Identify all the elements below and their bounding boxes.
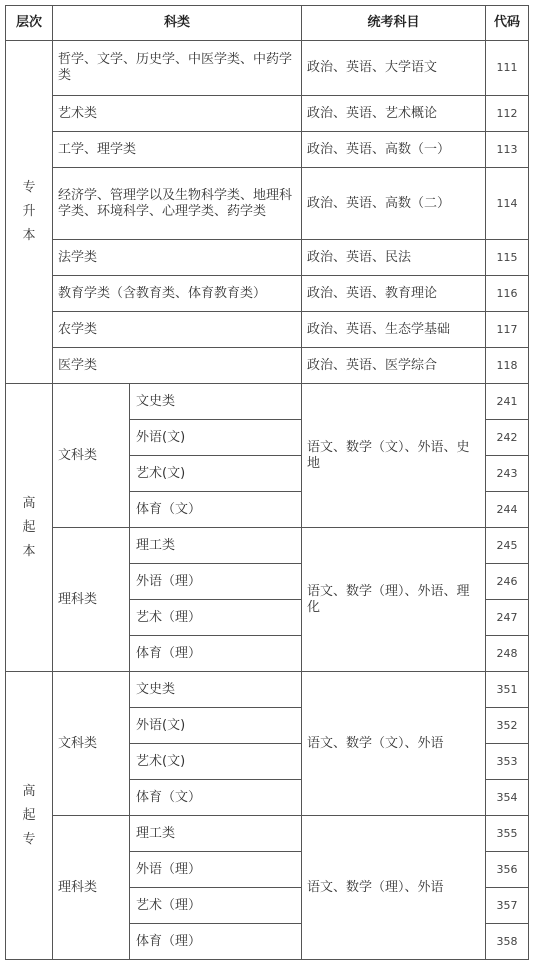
code-cell: 246	[486, 564, 529, 600]
code-cell: 356	[486, 852, 529, 888]
code-cell: 248	[486, 636, 529, 672]
code-cell: 114	[486, 168, 529, 240]
category-cell: 艺术类	[53, 96, 302, 132]
header-row	[6, 6, 529, 41]
category-cell: 外语(文)	[130, 420, 302, 456]
category-cell: 体育（理）	[130, 924, 302, 960]
category-cell: 体育（文）	[130, 492, 302, 528]
header-category: 科类	[53, 6, 302, 41]
table-row	[6, 96, 529, 132]
exam-cell: 政治、英语、高数（二）	[302, 168, 486, 240]
category-cell: 艺术(文)	[130, 744, 302, 780]
category-cell: 外语（理）	[130, 564, 302, 600]
category-cell: 外语（理）	[130, 852, 302, 888]
exam-cell: 政治、英语、生态学基础	[302, 312, 486, 348]
group-cell-wen: 文科类	[53, 384, 130, 528]
category-cell: 体育（文）	[130, 780, 302, 816]
exam-cell: 政治、英语、大学语文	[302, 41, 486, 96]
category-cell: 理工类	[130, 528, 302, 564]
category-cell: 农学类	[53, 312, 302, 348]
category-cell: 文史类	[130, 672, 302, 708]
exam-cell: 语文、数学（理）、外语、理化	[302, 528, 486, 672]
level-cell-zsb: 专升本	[6, 41, 53, 384]
code-cell: 113	[486, 132, 529, 168]
table-row	[6, 348, 529, 384]
category-cell: 哲学、文学、历史学、中医学类、中药学类	[53, 41, 302, 96]
table-row	[6, 276, 529, 312]
header-level: 层次	[6, 6, 53, 41]
table-row	[6, 816, 529, 852]
group-cell-li: 理科类	[53, 528, 130, 672]
table-row	[6, 41, 529, 96]
header-exam: 统考科目	[302, 6, 486, 41]
exam-cell: 语文、数学（文）、外语	[302, 672, 486, 816]
code-cell: 117	[486, 312, 529, 348]
exam-cell: 政治、英语、民法	[302, 240, 486, 276]
level-cell-gqz: 高起专	[6, 672, 53, 960]
exam-subject-table	[5, 5, 529, 960]
code-cell: 247	[486, 600, 529, 636]
header-code: 代码	[486, 6, 529, 41]
group-cell-wen: 文科类	[53, 672, 130, 816]
table-row	[6, 312, 529, 348]
category-cell: 艺术（理）	[130, 600, 302, 636]
category-cell: 理工类	[130, 816, 302, 852]
code-cell: 354	[486, 780, 529, 816]
code-cell: 244	[486, 492, 529, 528]
category-cell: 艺术（理）	[130, 888, 302, 924]
exam-cell: 语文、数学（理）、外语	[302, 816, 486, 960]
table-row	[6, 672, 529, 708]
code-cell: 111	[486, 41, 529, 96]
code-cell: 358	[486, 924, 529, 960]
exam-cell: 政治、英语、高数（一）	[302, 132, 486, 168]
table-row	[6, 240, 529, 276]
code-cell: 243	[486, 456, 529, 492]
category-cell: 工学、理学类	[53, 132, 302, 168]
code-cell: 115	[486, 240, 529, 276]
code-cell: 112	[486, 96, 529, 132]
table-row	[6, 168, 529, 240]
category-cell: 体育（理）	[130, 636, 302, 672]
code-cell: 353	[486, 744, 529, 780]
group-cell-li: 理科类	[53, 816, 130, 960]
exam-cell: 政治、英语、教育理论	[302, 276, 486, 312]
exam-cell: 语文、数学（文）、外语、史地	[302, 384, 486, 528]
code-cell: 116	[486, 276, 529, 312]
category-cell: 文史类	[130, 384, 302, 420]
level-cell-gqb: 高起本	[6, 384, 53, 672]
category-cell: 外语(文)	[130, 708, 302, 744]
code-cell: 352	[486, 708, 529, 744]
code-cell: 242	[486, 420, 529, 456]
code-cell: 241	[486, 384, 529, 420]
table-row	[6, 384, 529, 420]
category-cell: 医学类	[53, 348, 302, 384]
exam-cell: 政治、英语、医学综合	[302, 348, 486, 384]
category-cell: 法学类	[53, 240, 302, 276]
code-cell: 118	[486, 348, 529, 384]
code-cell: 357	[486, 888, 529, 924]
exam-cell: 政治、英语、艺术概论	[302, 96, 486, 132]
table-row	[6, 132, 529, 168]
category-cell: 经济学、管理学以及生物科学类、地理科学类、环境科学、心理学类、药学类	[53, 168, 302, 240]
category-cell: 教育学类（含教育类、体育教育类）	[53, 276, 302, 312]
code-cell: 351	[486, 672, 529, 708]
code-cell: 245	[486, 528, 529, 564]
table-row	[6, 528, 529, 564]
category-cell: 艺术(文)	[130, 456, 302, 492]
code-cell: 355	[486, 816, 529, 852]
